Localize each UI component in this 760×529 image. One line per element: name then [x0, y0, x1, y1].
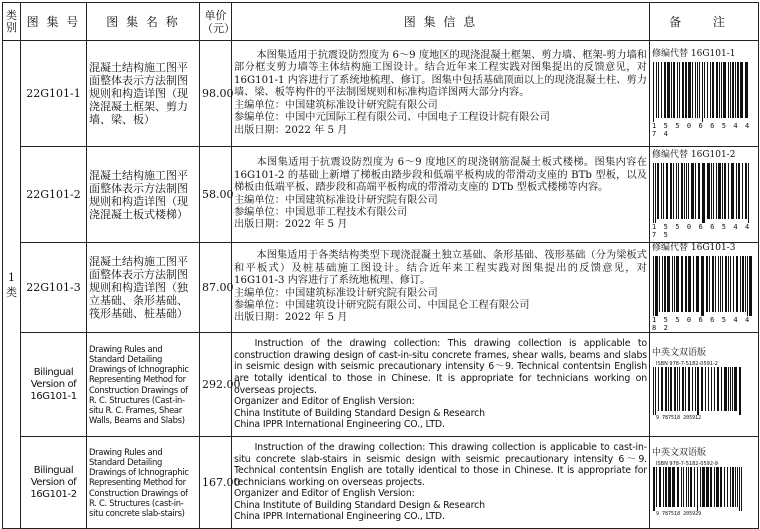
info-organizer: Organizer and Editor of English Version:	[234, 396, 415, 408]
atlas-price: 98.00	[200, 41, 232, 147]
remark-text: 修编代替 16G101-1	[652, 49, 736, 59]
info-co-editor: 参编单位：中国中元国际工程有限公司、中国电子工程设计院有限公司	[234, 112, 550, 124]
barcode-icon	[652, 163, 752, 223]
remark-text: 中英文双语版	[652, 448, 707, 458]
info-publish-date: 出版日期：2022 年 5 月	[234, 124, 348, 136]
info-org-2: China IPPR International Engineering CO., LTD.	[234, 511, 445, 523]
category-cell: 1 类	[3, 41, 21, 529]
info-chief-editor: 主编单位：中国建筑标准设计研究院有限公司	[234, 194, 438, 206]
info-description: Instruction of the drawing collection: This drawing collection is applicable to cast-in-situ concrete slab-stairs in seismic design with seismic precautionary intensity 6～9. Technical contentsin English are totally identical to those in Chinese. It is appropriate for technicians working on overseas projects.	[234, 441, 647, 488]
barcode-icon	[652, 367, 744, 415]
info-publish-date: 出版日期：2022 年 5 月	[234, 312, 348, 324]
atlas-name: Drawing Rules and Standard Detailing Drawings of Ichnographic Representing Method for Construction Drawings of R. C. Structures (Cast-in-situ R. C. Frames, Shear Walls, Beams and Slabs)	[87, 333, 200, 437]
atlas-code: Bilingual Version of 16G101-1	[21, 333, 87, 437]
barcode-digits: 1 5 5 0 6 6 5 4 4 7 4	[652, 122, 751, 138]
table-row	[3, 41, 759, 147]
atlas-code: Bilingual Version of 16G101-2	[21, 437, 87, 529]
remark-cell	[650, 41, 759, 147]
isbn-text: ISBN 978-7-5182-0591-2	[656, 361, 718, 367]
table-row	[3, 147, 759, 243]
header-code: 图 集 号	[21, 3, 87, 41]
remark-cell	[650, 437, 759, 529]
barcode-digits: 9 787518 205929	[656, 511, 702, 517]
info-org-1: China Institute of Building Standard Design & Research	[234, 499, 485, 511]
barcode-digits: 1 5 5 0 6 6 5 4 4 8 2	[652, 316, 751, 332]
header-price: 单价（元）	[200, 3, 232, 41]
header-info: 图 集 信 息	[232, 3, 650, 41]
atlas-name: 混凝土结构施工图平面整体表示方法制图规则和构造详图（独立基础、条形基础、筏形基础、桩基础）	[87, 243, 200, 333]
remark-text: 修编代替 16G101-3	[652, 243, 736, 253]
atlas-info	[232, 147, 650, 243]
atlas-code: 22G101-1	[21, 41, 87, 147]
header-name: 图 集 名 称	[87, 3, 200, 41]
table-row	[3, 333, 759, 437]
atlas-code: 22G101-2	[21, 147, 87, 243]
atlas-price: 87.00	[200, 243, 232, 333]
info-org-1: China Institute of Building Standard Design & Research	[234, 407, 485, 419]
catalog-table	[2, 2, 759, 529]
info-organizer: Organizer and Editor of English Version:	[234, 488, 415, 500]
header-remark: 备 注	[650, 3, 759, 41]
info-publish-date: 出版日期：2022 年 5 月	[234, 219, 348, 231]
table-row	[3, 243, 759, 333]
info-description: 本图集适用于各类结构类型下现浇混凝土独立基础、条形基础、筏形基础（分为梁板式和平板式）及桩基础施工图设计。结合近年来工程实践对图集提出的反馈意见，对 16G101-3 内容进行了系统地梳理、修订。	[234, 250, 647, 287]
barcode-icon	[652, 256, 752, 316]
barcode-icon	[652, 62, 752, 122]
atlas-info	[232, 41, 650, 147]
atlas-info	[232, 243, 650, 333]
info-description: Instruction of the drawing collection: This drawing collection is applicable to construction drawing design of cast-in-situ concrete frames, shear walls, beams and slabs in seismic design with seismic precautionary intensity 6～9. Technical contentsin English are totally identical to those in Chinese. It is appropriate for technicians working on overseas projects.	[234, 338, 647, 396]
remark-text: 中英文双语版	[652, 348, 707, 358]
header-row	[3, 3, 759, 41]
info-chief-editor: 主编单位：中国建筑标准设计研究院有限公司	[234, 99, 438, 111]
atlas-code: 22G101-3	[21, 243, 87, 333]
remark-cell	[650, 333, 759, 437]
info-co-editor: 参编单位：中国建筑设计研究院有限公司、中国昆仑工程有限公司	[234, 299, 530, 311]
atlas-name: 混凝土结构施工图平面整体表示方法制图规则和构造详图（现浇混凝土板式楼梯）	[87, 147, 200, 243]
barcode-icon	[652, 467, 744, 511]
atlas-info	[232, 437, 650, 529]
isbn-text: ISBN 978-7-5182-0592-9	[656, 461, 718, 467]
atlas-price: 292.00	[200, 333, 232, 437]
info-description: 本图集适用于抗震设防烈度为 6～9 度地区的现浇混凝土框架、剪力墙、框架-剪力墙和部分框支剪力墙等主体结构施工图设计。结合近年来工程实践对图集提出的反馈意见，对 16G101-1 内容进行了系统地梳理、修订。图集中包括基础顶面以上的现浇混凝土柱、剪力墙、梁、板等构件的平法制图规则和标准构造详图两大部分内容。	[234, 50, 647, 99]
atlas-price: 58.00	[200, 147, 232, 243]
remark-cell	[650, 243, 759, 333]
atlas-info	[232, 333, 650, 437]
barcode-digits: 9 787518 205912	[656, 415, 702, 421]
header-category: 类别	[3, 3, 21, 41]
atlas-name: Drawing Rules and Standard Detailing Drawings of Ichnographic Representing Method for Construction Drawings of R. C. Structures (cast-in-situ concrete slab-stairs)	[87, 437, 200, 529]
info-chief-editor: 主编单位：中国建筑标准设计研究院有限公司	[234, 287, 438, 299]
remark-text: 修编代替 16G101-2	[652, 150, 736, 160]
info-co-editor: 参编单位：中国恩菲工程技术有限公司	[234, 206, 408, 218]
atlas-price: 167.00	[200, 437, 232, 529]
info-org-2: China IPPR International Engineering CO., LTD.	[234, 419, 445, 431]
atlas-name: 混凝土结构施工图平面整体表示方法制图规则和构造详图（现浇混凝土框架、剪力墙、梁、板）	[87, 41, 200, 147]
table-row	[3, 437, 759, 529]
barcode-digits: 1 5 5 0 6 6 5 4 4 7 5	[652, 223, 751, 239]
info-description: 本图集适用于抗震设防烈度为 6～9 度地区的现浇钢筋混凝土板式楼梯。图集内容在 16G101-2 的基础上新增了梯板由踏步段和低端平板构成的带滑动支座的 BTb 型板，以及梯板由低端平板、踏步段和高端平板构成的带滑动支座的 DTb 型板式楼梯等内容。	[234, 157, 647, 194]
remark-cell	[650, 147, 759, 243]
